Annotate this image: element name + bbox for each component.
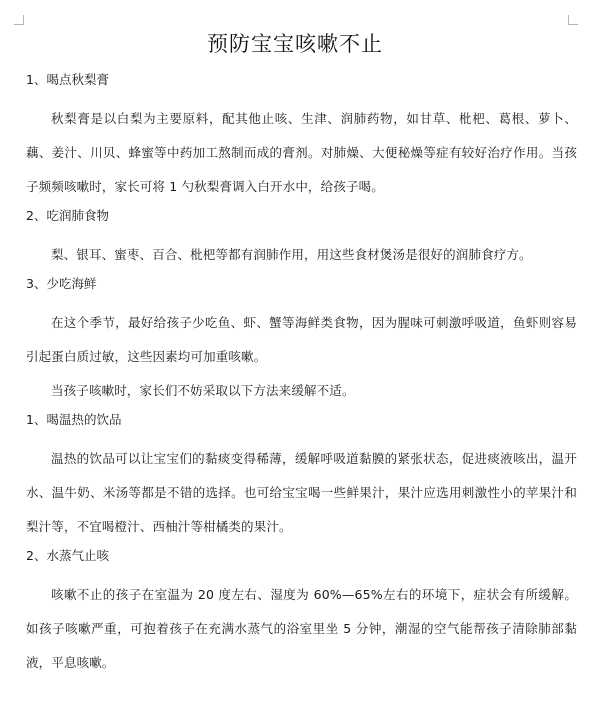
document-body — [26, 68, 577, 680]
section-heading: 2、水蒸气止咳 — [26, 548, 109, 563]
page-corner-mark — [568, 15, 578, 25]
paragraph: 咳嗽不止的孩子在室温为 20 度左右、湿度为 60%—65%左右的环境下，症状会有所缓解。如孩子咳嗽严重，可抱着孩子在充满水蒸气的浴室里坐 5 分钟，潮湿的空气能帮孩子清除肺部黏液，平息咳嗽。 — [26, 587, 577, 670]
page-corner-mark — [14, 15, 24, 25]
paragraph: 在这个季节，最好给孩子少吃鱼、虾、蟹等海鲜类食物，因为腥味可刺激呼吸道，鱼虾则容易引起蛋白质过敏，这些因素均可加重咳嗽。 — [26, 315, 577, 364]
section-heading: 1、喝温热的饮品 — [26, 412, 122, 427]
paragraph: 温热的饮品可以让宝宝们的黏痰变得稀薄，缓解呼吸道黏膜的紧张状态，促进痰液咳出，温开水、温牛奶、米汤等都是不错的选择。也可给宝宝喝一些鲜果汁，果汁应选用刺激性小的苹果汁和梨汁等，不宜喝橙汁、西柚汁等柑橘类的果汁。 — [26, 451, 577, 534]
document-title: 预防宝宝咳嗽不止 — [207, 32, 383, 56]
section-heading: 2、吃润肺食物 — [26, 208, 109, 223]
paragraph: 当孩子咳嗽时，家长们不妨采取以下方法来缓解不适。 — [51, 383, 355, 398]
paragraph: 梨、银耳、蜜枣、百合、枇杷等都有润肺作用，用这些食材煲汤是很好的润肺食疗方。 — [51, 247, 532, 262]
section-heading: 1、喝点秋梨膏 — [26, 72, 109, 87]
paragraph: 秋梨膏是以白梨为主要原料，配其他止咳、生津、润肺药物，如甘草、枇杷、葛根、萝卜、藕、姜汁、川贝、蜂蜜等中药加工熬制而成的膏剂。对肺燥、大便秘燥等症有较好治疗作用。当孩子频频咳嗽时，家长可将 1 勺秋梨膏调入白开水中，给孩子喝。 — [26, 111, 577, 194]
section-heading: 3、少吃海鲜 — [26, 276, 97, 291]
